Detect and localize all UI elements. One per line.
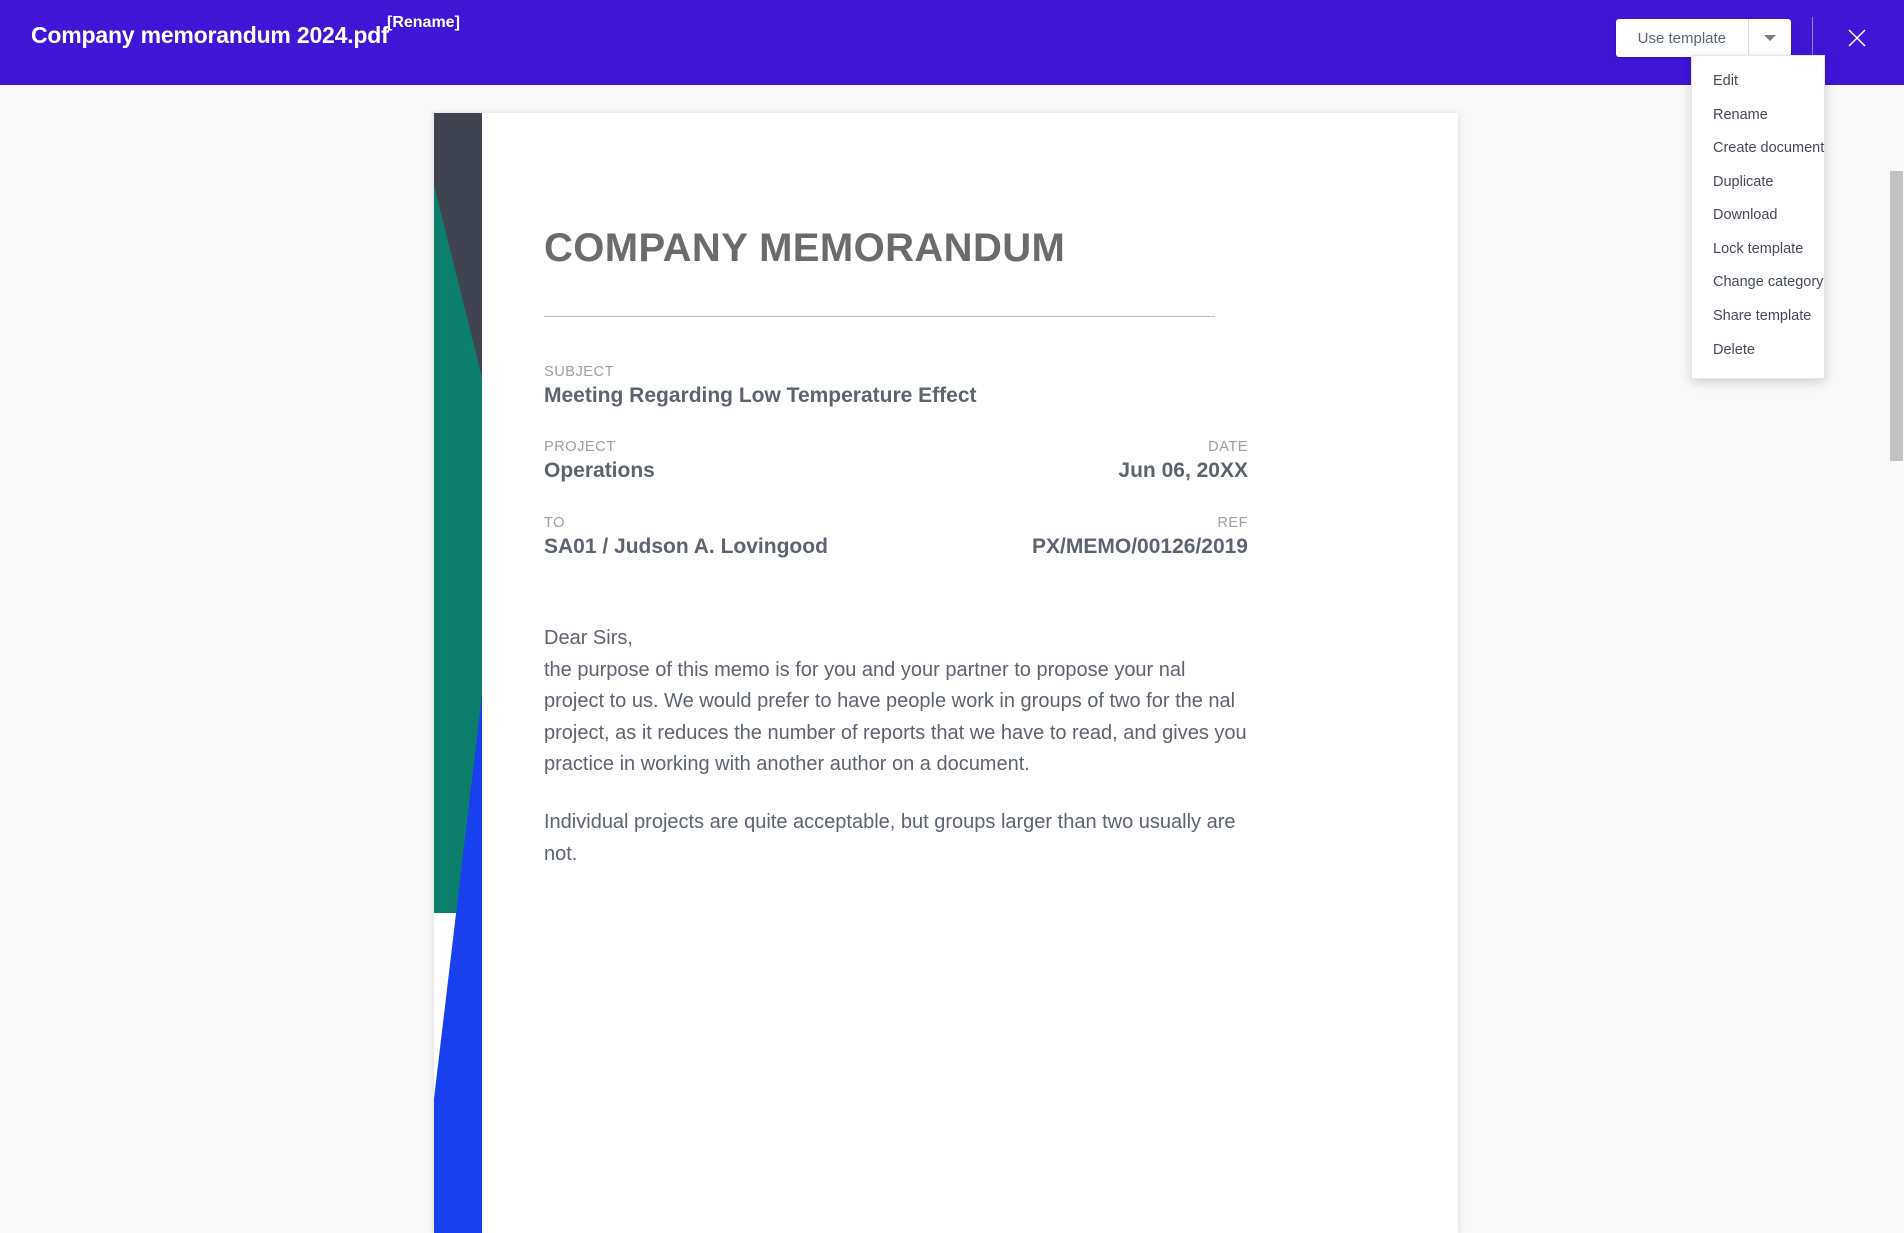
chevron-down-icon [1764,35,1776,41]
to-field [544,514,828,561]
memo-paragraph-1 [544,623,1249,781]
memo-body [544,623,1249,870]
menu-item-download[interactable]: Download [1713,207,1778,224]
close-button[interactable] [1838,19,1876,57]
menu-item-duplicate[interactable]: Duplicate [1713,173,1774,190]
to-value: SA01 / Judson A. Lovingood [544,534,828,558]
subject-label: SUBJECT [544,364,614,380]
project-label: PROJECT [544,439,616,456]
date-label: DATE [1208,439,1248,456]
date-field [1118,438,1248,485]
date-value: Jun 06, 20XX [1118,459,1248,483]
menu-item-create-document[interactable]: Create document [1713,140,1825,157]
memo-paragraph-1-text: the purpose of this memo is for you and your partner to propose your nal project to us. We would prefer to have people work in groups of two for the nal project, as it reduces the number of reports that we have to read, and gives you practice in working with another author on a document. [544,658,1247,776]
close-icon [1847,28,1867,48]
document-content [544,113,1334,896]
memo-heading: COMPANY MEMORANDUM [544,226,1066,270]
use-template-split-button [1616,19,1791,57]
vertical-scrollbar-track[interactable] [1889,85,1904,951]
app-header [0,0,1904,85]
memo-salutation: Dear Sirs, [544,626,633,649]
vertical-scrollbar-thumb[interactable] [1890,171,1903,461]
document-viewer[interactable] [0,85,1904,951]
title-divider [544,316,1215,317]
rename-tag[interactable]: [Rename] [387,14,460,31]
menu-item-change-category[interactable]: Change category [1713,274,1824,291]
ref-label: REF [1217,514,1248,531]
ref-value: PX/MEMO/00126/2019 [1032,534,1248,558]
header-divider [1812,17,1813,59]
to-ref-row [544,514,1248,561]
to-label: TO [544,514,566,531]
menu-item-delete[interactable]: Delete [1713,341,1755,358]
subject-value: Meeting Regarding Low Temperature Effect [544,383,977,407]
menu-item-share-template[interactable]: Share template [1713,307,1812,324]
template-actions-menu [1691,55,1825,379]
project-field [544,438,655,485]
subject-field [544,363,1334,410]
use-template-dropdown-toggle[interactable] [1748,19,1791,57]
menu-item-edit[interactable]: Edit [1713,73,1738,89]
project-value: Operations [544,459,655,483]
use-template-button[interactable]: Use template [1616,19,1748,57]
menu-item-lock-template[interactable]: Lock template [1713,240,1804,257]
document-page [434,113,1458,1233]
project-date-row [544,438,1248,485]
page-title: Company memorandum 2024.pdf [31,22,389,48]
memo-paragraph-2: Individual projects are quite acceptable, but groups larger than two usually are not. [544,810,1236,865]
decorative-side-stripe [434,113,482,1233]
ref-field [1032,514,1248,561]
menu-item-rename[interactable]: Rename [1713,106,1768,123]
